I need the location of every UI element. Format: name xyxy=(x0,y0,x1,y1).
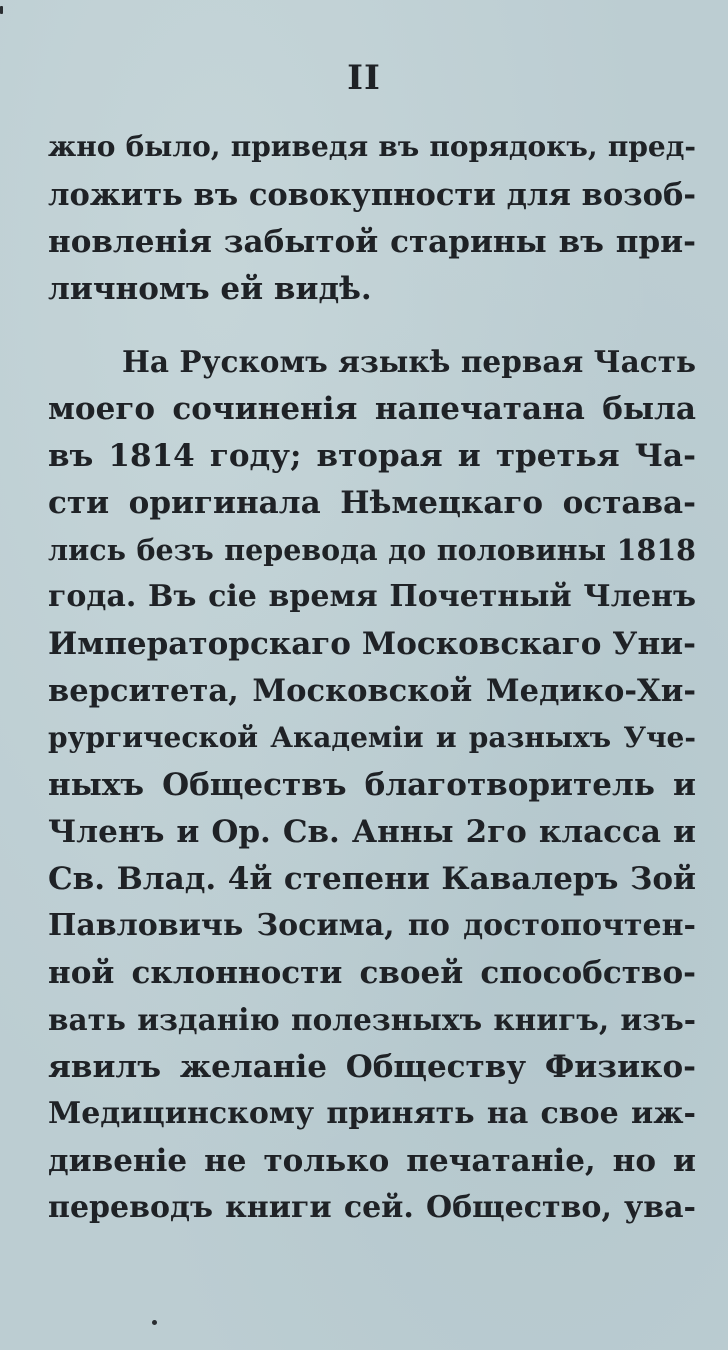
text-line: дивеніе не только печатаніе, но и xyxy=(48,1143,696,1179)
text-line: рургической Академіи и разныхъ Уче- xyxy=(48,721,696,754)
text-line: вать изданію полезныхъ книгъ, изъ- xyxy=(48,1002,696,1037)
paper-speck xyxy=(0,6,3,14)
paper-speck xyxy=(152,1320,157,1325)
text-line: Медицинскому принять на свое иж- xyxy=(48,1096,696,1131)
text-line: Павловичь Зосима, по достопочтен- xyxy=(48,908,696,943)
text-line: ложить въ совокупности для возоб- xyxy=(48,177,696,213)
text-line: верситета, Московской Медико-Хи- xyxy=(48,673,696,709)
text-line: переводъ книги сей. Общество, ува- xyxy=(48,1190,696,1225)
text-line: года. Въ сіе время Почетный Членъ xyxy=(48,579,696,614)
text-line: Св. Влад. 4й степени Кавалеръ Зой xyxy=(48,861,696,897)
text-line: жно было, приведя въ порядокъ, пред- xyxy=(48,130,696,163)
text-line: Императорскаго Московскаго Уни- xyxy=(48,626,696,662)
text-line: Членъ и Ор. Св. Анны 2го класса и xyxy=(48,814,696,850)
text-line: ныхъ Обществъ благотворитель и xyxy=(48,767,696,803)
text-line: сти оригинала Нѣмецкаго оставa- xyxy=(48,485,696,521)
text-line: личномъ ей видѣ. xyxy=(48,271,372,307)
text-line: моего сочиненія напечатана была xyxy=(48,391,696,427)
text-line: лись безъ перевода до половины 1818 xyxy=(48,533,696,567)
text-line: въ 1814 году; вторая и третья Ча- xyxy=(48,438,696,474)
text-line: На Рускомъ языкѣ первая Часть xyxy=(122,344,696,379)
page-number: II xyxy=(347,58,381,98)
text-line: явилъ желаніе Обществу Физико- xyxy=(48,1049,696,1085)
text-line: новленія забытой старины въ при- xyxy=(48,224,696,260)
text-line: ной склонности своей способство- xyxy=(48,955,696,991)
